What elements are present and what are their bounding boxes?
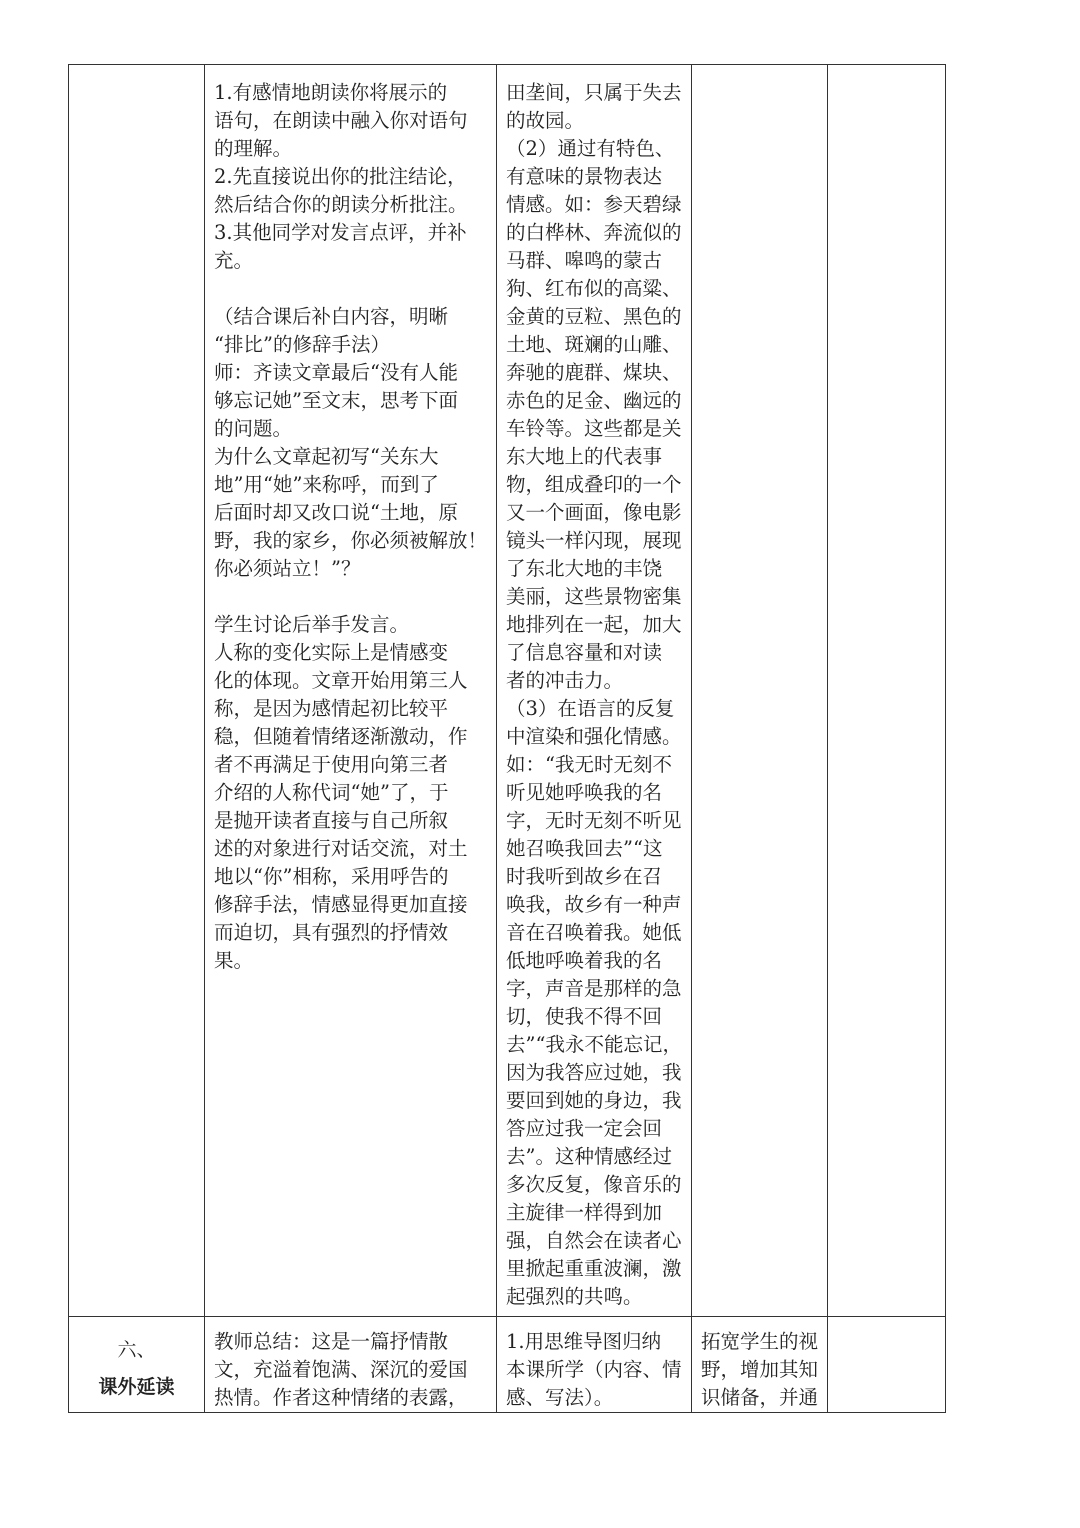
text-line: 要回到她的身边，我 [506,1089,682,1112]
remarks-cell [827,65,945,1317]
text-line: 土地、斑斓的山雕、 [506,333,682,356]
remarks-cell [827,1317,945,1413]
text-line: 字，声音是那样的急 [506,977,682,1000]
text-line: 有意味的景物表达 [506,165,663,188]
text-line: 去”“我永不能忘记， [506,1033,682,1056]
teaching-activity-text [214,79,487,975]
text-line: 答应过我一定会回 [506,1117,663,1140]
text-line: 2.先直接说出你的批注结论， [214,165,467,188]
text-line: 本课所学（内容、情 [506,1358,682,1381]
text-line: 主旋律一样得到加 [506,1201,663,1224]
text-line: 起强烈的共鸣。 [506,1285,643,1308]
design-intent-cell [691,65,827,1317]
text-line: 是抛开读者直接与自己所叙 [214,809,449,832]
text-line: 述的对象进行对话交流，对土 [214,837,468,860]
text-line: 地以“你”相称，采用呼告的 [214,865,449,888]
text-line: 地排列在一起，加大 [506,613,682,636]
text-line: 田垄间，只属于失去 [506,81,682,104]
text-line: 如：“我无时无刻不 [506,753,672,776]
text-line: 时我听到故乡在召 [506,865,663,888]
student-activity-text [506,79,682,1311]
text-line: 充。 [214,249,254,272]
text-line: 听见她呼唤我的名 [506,781,663,804]
text-line: 野，我的家乡，你必须被解放！ [214,529,488,552]
text-line: 学生讨论后举手发言。 [214,613,410,636]
text-line: 1.用思维导图归纳 [506,1330,662,1353]
text-line: 她召唤我回去”“这 [506,837,663,860]
text-line: 3.其他同学对发言点评，并补 [214,221,467,244]
text-line: 然后结合你的朗读分析批注。 [214,193,468,216]
text-line: 马群、嗥鸣的蒙古 [506,249,663,272]
text-line: 果。 [214,949,254,972]
text-line: 里掀起重重波澜，激 [506,1257,682,1280]
text-line: 后面时却又改口说“土地，原 [214,501,458,524]
text-line: 1.有感情地朗读你将展示的 [214,81,448,104]
text-line: 师：齐读文章最后“没有人能 [214,361,458,384]
section-number: 六、 [117,1339,156,1361]
text-line: 强，自然会在读者心 [506,1229,682,1252]
text-line: 识储备，并通 [700,1386,818,1409]
text-line: 唤我，故乡有一种声 [506,893,682,916]
text-line: 了信息容量和对读 [506,641,663,664]
text-line: 为什么文章起初写“关东大 [214,445,439,468]
text-line: 镜头一样闪现，展现 [506,529,682,552]
text-line: 东大地上的代表事 [506,445,663,468]
text-line: （3）在语言的反复 [506,697,675,720]
text-line: 文，充溢着饱满、深沉的爱国 [214,1358,468,1381]
text-line: 野，增加其知 [700,1358,818,1381]
table-row [69,1317,946,1413]
text-line: 稳，但随着情绪逐渐激动，作 [214,725,468,748]
student-activity-cell [497,1317,692,1413]
table-row [69,65,946,1317]
teaching-activity-cell [205,65,497,1317]
text-line: 中渲染和强化情感。 [506,725,682,748]
text-line: 人称的变化实际上是情感变 [214,641,449,664]
design-intent-text [701,1328,818,1412]
text-line: 而迫切，具有强烈的抒情效 [214,921,449,944]
text-line: （2）通过有特色、 [506,137,675,160]
text-line: 热情。作者这种情绪的表露， [214,1386,468,1409]
student-activity-text [506,1328,682,1412]
text-line [214,275,487,303]
text-line: 者不再满足于使用向第三者 [214,753,449,776]
text-line: 物，组成叠印的一个 [506,473,682,496]
text-line: 地”用“她”来称呼，而到了 [214,473,439,496]
text-line: 化的体现。文章开始用第三人 [214,669,468,692]
lesson-plan-table [68,64,946,1413]
text-line: 切，使我不得不回 [506,1005,663,1028]
text-line: 者的冲击力。 [506,669,624,692]
text-line: 教师总结：这是一篇抒情散 [214,1330,449,1353]
text-line: 的故园。 [506,109,585,132]
text-line: 车铃等。这些都是关 [506,417,682,440]
text-line: 的理解。 [214,137,293,160]
text-line: 情感。如：参天碧绿 [506,193,682,216]
teaching-activity-text [214,1328,487,1412]
text-line: 音在召唤着我。她低 [506,921,682,944]
text-line: 又一个画面，像电影 [506,501,682,524]
text-line: 的白桦林、奔流似的 [506,221,682,244]
text-line: 低地呼唤着我的名 [506,949,663,972]
text-line: 了东北大地的丰饶 [506,557,663,580]
text-line: 字，无时无刻不听见 [506,809,682,832]
text-line [214,583,487,611]
design-intent-cell [691,1317,827,1413]
text-line: 感、写法）。 [506,1386,614,1409]
section-name: 课外延读 [98,1376,175,1398]
text-line: 狗、红布似的高粱、 [506,277,682,300]
text-line: 美丽，这些景物密集 [506,585,682,608]
text-line: （结合课后补白内容，明晰 [214,305,449,328]
text-line: 你必须站立！”？ [214,557,361,580]
text-line: 赤色的足金、幽远的 [506,389,682,412]
text-line: 称，是因为感情起初比较平 [214,697,449,720]
teaching-activity-cell [205,1317,497,1413]
text-line: “排比”的修辞手法） [214,333,390,356]
section-cell [69,65,205,1317]
text-line: 修辞手法，情感显得更加直接 [214,893,468,916]
text-line: 去”。这种情感经过 [506,1145,672,1168]
text-line: 拓宽学生的视 [700,1330,818,1353]
text-line: 多次反复，像音乐的 [506,1173,682,1196]
section-cell [69,1317,205,1413]
text-line: 因为我答应过她，我 [506,1061,682,1084]
text-line: 语句，在朗读中融入你对语句 [214,109,468,132]
text-line: 金黄的豆粒、黑色的 [506,305,682,328]
text-line: 奔驰的鹿群、煤块、 [506,361,682,384]
text-line: 的问题。 [214,417,293,440]
student-activity-cell [497,65,692,1317]
text-line: 介绍的人称代词“她”了，于 [214,781,449,804]
text-line: 够忘记她”至文末，思考下面 [214,389,458,412]
